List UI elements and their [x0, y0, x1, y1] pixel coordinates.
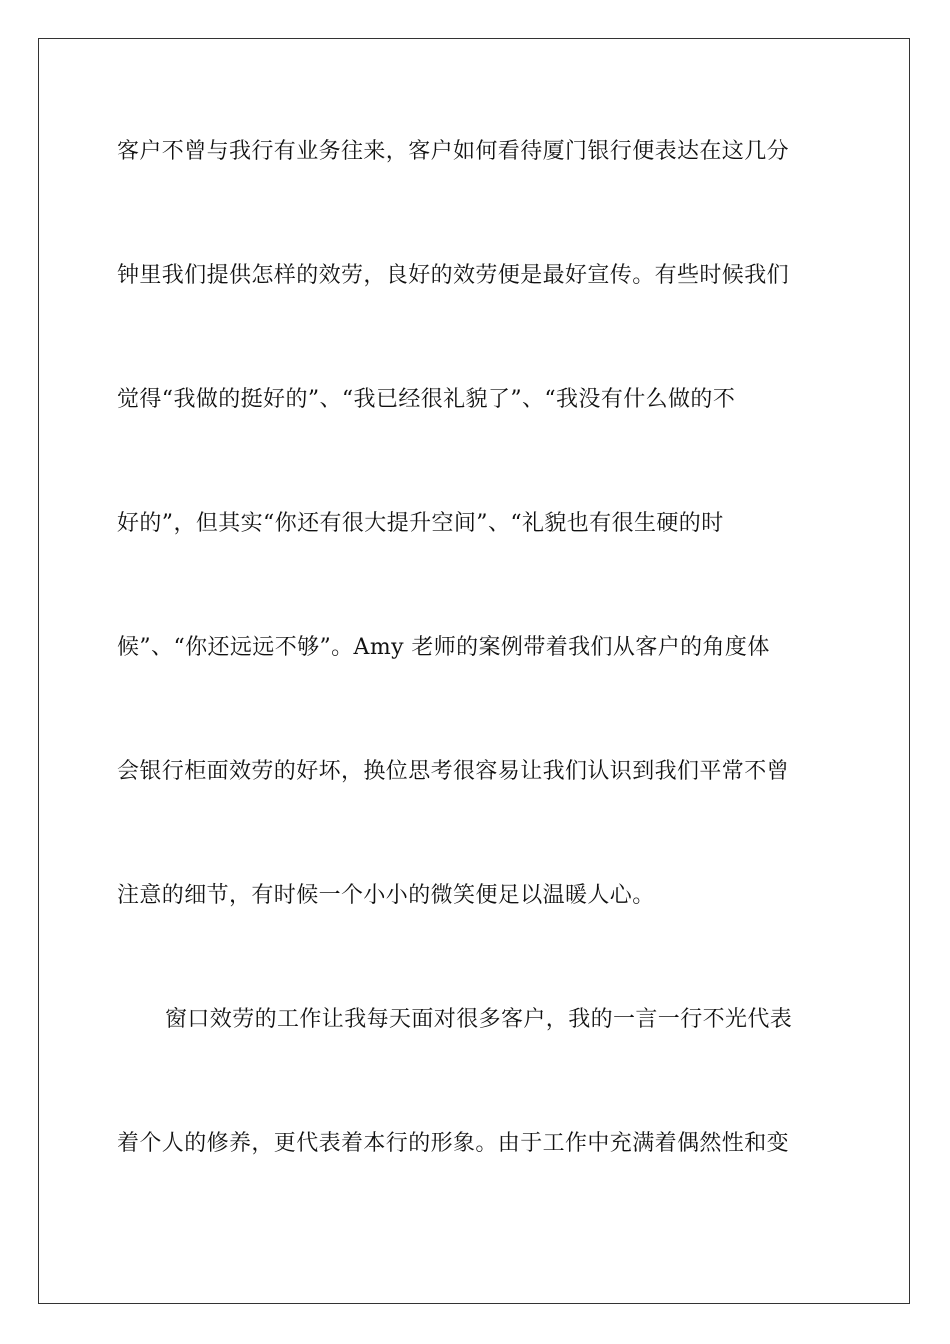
text-line: 觉得“我做的挺好的”、“我已经很礼貌了”、“我没有什么做的不 — [117, 387, 736, 412]
text-line: 候”、“你还远远不够”。Amy 老师的案例带着我们从客户的角度体 — [117, 635, 770, 660]
text-line: 会银行柜面效劳的好坏，换位思考很容易让我们认识到我们平常不曾 — [117, 759, 790, 784]
text-line: 着个人的修养，更代表着本行的形象。由于工作中充满着偶然性和变 — [117, 1131, 790, 1156]
text-line: 钟里我们提供怎样的效劳，良好的效劳便是最好宣传。有些时候我们 — [117, 263, 790, 288]
text-line: 注意的细节，有时候一个小小的微笑便足以温暖人心。 — [117, 883, 655, 908]
text-line: 客户不曾与我行有业务往来，客户如何看待厦门银行便表达在这几分 — [117, 139, 790, 164]
text-line: 好的”，但其实“你还有很大提升空间”、“礼貌也有很生硬的时 — [117, 511, 724, 536]
page-border — [38, 38, 910, 1304]
paragraph-start-line: 窗口效劳的工作让我每天面对很多客户，我的一言一行不光代表 — [165, 1007, 793, 1032]
